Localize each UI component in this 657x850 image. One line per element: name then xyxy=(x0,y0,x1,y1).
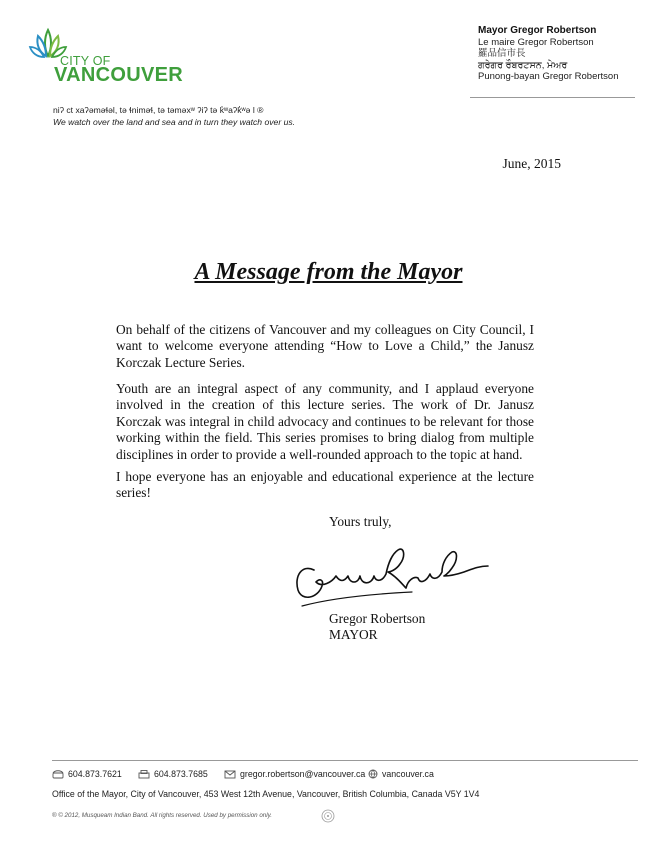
fax-icon xyxy=(138,770,150,779)
letter-title: A Message from the Mayor xyxy=(194,259,463,285)
copyright-notice: ® © 2012, Musqueam Indian Band. All rights reserved. Used by permission only. xyxy=(52,812,272,819)
phone-icon xyxy=(52,770,64,779)
globe-icon xyxy=(368,769,378,779)
footer-website xyxy=(368,769,434,779)
handwritten-signature xyxy=(292,542,492,612)
office-address: Office of the Mayor, City of Vancouver, 453 West 12th Avenue, Vancouver, British Columbia, Canada V5Y 1V4 xyxy=(52,789,480,799)
signer-title: MAYOR xyxy=(329,627,378,642)
mayor-name-tagalog: Punong-bayan Gregor Robertson xyxy=(478,71,619,82)
territory-english-text: We watch over the land and sea and in turn they watch over us. xyxy=(53,117,296,127)
mayor-name: Mayor Gregor Robertson xyxy=(478,25,597,36)
fax-number: 604.873.7685 xyxy=(154,769,208,779)
mayor-header xyxy=(478,25,648,83)
letter-paragraph: On behalf of the citizens of Vancouver and my colleagues on City Council, I want to welcome everyone attending “How to Love a Child,” the Janusz Korczak Lecture Series. xyxy=(116,322,534,370)
mayor-name-punjabi: ਗਰੇਗਰ ਰੌਬਰਟਸਨ, ਮੇਅਰ xyxy=(478,59,568,71)
logo-text-vancouver: VANCOUVER xyxy=(54,64,184,86)
signer-name: Gregor Robertson xyxy=(329,611,426,626)
logo-text-city-of: CITY OF xyxy=(60,54,111,68)
territory-native-text: niʔ ct xaʔəməɬəl, tə ɬniməɬ, tə təməxʷ ʔiʔ tə k̓ʷaʔk̓ʷə l ® xyxy=(53,105,264,115)
footer-email xyxy=(224,769,365,779)
letter-date: June, 2015 xyxy=(502,156,561,171)
email-address[interactable]: gregor.robertson@vancouver.ca xyxy=(240,769,366,779)
mayor-name-french: Le maire Gregor Robertson xyxy=(478,36,594,48)
letter-paragraph: I hope everyone has an enjoyable and educational experience at the lecture series! xyxy=(116,469,534,501)
mayor-name-chinese: 羅品信市長 xyxy=(478,48,526,59)
seal-icon xyxy=(321,809,335,823)
territory-acknowledgement xyxy=(53,104,295,128)
letter-closing: Yours truly, xyxy=(329,514,392,529)
footer-divider xyxy=(52,760,638,761)
phone-number: 604.873.7621 xyxy=(68,769,122,779)
footer-phone xyxy=(52,769,122,779)
letter-paragraph: Youth are an integral aspect of any community, and I applaud everyone involved in the creation of this lecture series. The work of Dr. Janusz Korczak was integral in child advocacy and continues to be relevant for those working within the field. This series promises to bring dialog from multiple disciplines in order to provide a well-rounded approach to the topic at hand. xyxy=(116,381,534,462)
footer-fax xyxy=(138,769,208,779)
website-link[interactable]: vancouver.ca xyxy=(382,769,434,779)
city-of-vancouver-logo xyxy=(28,26,184,88)
header-divider xyxy=(470,97,635,98)
envelope-icon xyxy=(224,770,236,779)
